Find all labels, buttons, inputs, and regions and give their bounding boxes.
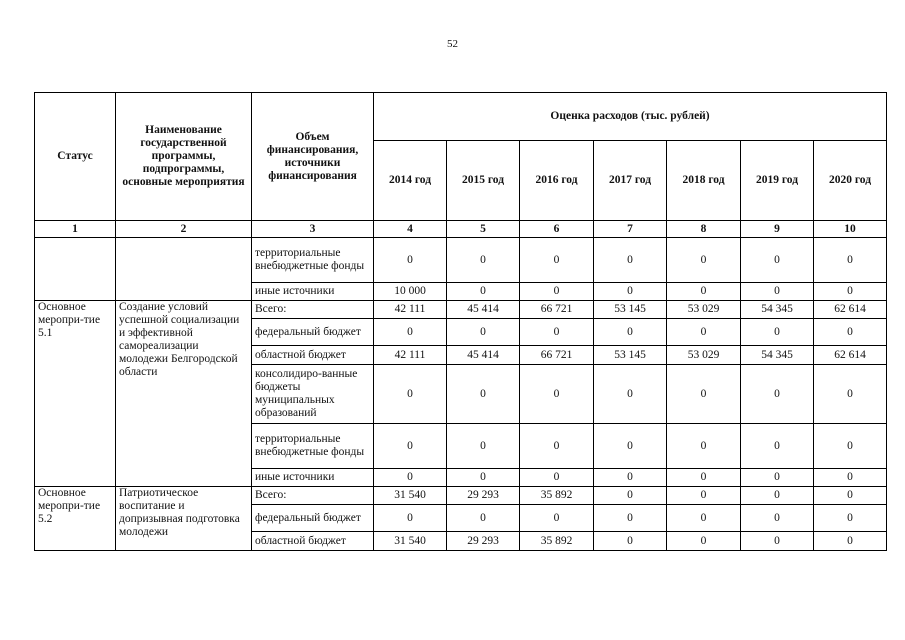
source-cell: иные источники	[252, 469, 374, 487]
column-number: 8	[667, 221, 741, 238]
value-cell: 0	[667, 469, 741, 487]
column-number: 6	[520, 221, 594, 238]
value-cell: 62 614	[814, 301, 887, 319]
status-cell	[35, 238, 116, 301]
value-cell: 0	[594, 238, 667, 283]
value-cell: 0	[741, 469, 814, 487]
header-year: 2014 год	[374, 141, 447, 221]
column-number: 2	[116, 221, 252, 238]
value-cell: 0	[520, 424, 594, 469]
source-cell: Всего:	[252, 301, 374, 319]
column-number: 5	[447, 221, 520, 238]
value-cell: 0	[814, 532, 887, 551]
source-cell: областной бюджет	[252, 532, 374, 551]
value-cell: 0	[667, 283, 741, 301]
value-cell: 42 111	[374, 346, 447, 365]
value-cell: 35 892	[520, 487, 594, 505]
value-cell: 29 293	[447, 532, 520, 551]
value-cell: 31 540	[374, 487, 447, 505]
header-year: 2019 год	[741, 141, 814, 221]
value-cell: 0	[814, 469, 887, 487]
value-cell: 0	[594, 487, 667, 505]
column-number: 1	[35, 221, 116, 238]
value-cell: 0	[667, 238, 741, 283]
value-cell: 35 892	[520, 532, 594, 551]
name-cell	[116, 238, 252, 301]
value-cell: 0	[667, 505, 741, 532]
value-cell: 0	[594, 365, 667, 424]
value-cell: 0	[814, 283, 887, 301]
value-cell: 0	[741, 319, 814, 346]
name-cell: Создание условий успешной социализации и эффективной самореализации молодежи Белгородской области	[116, 301, 252, 487]
value-cell: 62 614	[814, 346, 887, 365]
header-year: 2017 год	[594, 141, 667, 221]
source-cell: территориальные внебюджетные фонды	[252, 238, 374, 283]
value-cell: 29 293	[447, 487, 520, 505]
source-cell: федеральный бюджет	[252, 505, 374, 532]
source-cell: Всего:	[252, 487, 374, 505]
table-row	[35, 238, 887, 283]
header-year: 2015 год	[447, 141, 520, 221]
page-number: 52	[447, 38, 458, 50]
value-cell: 31 540	[374, 532, 447, 551]
value-cell: 0	[741, 238, 814, 283]
value-cell: 45 414	[447, 346, 520, 365]
value-cell: 0	[447, 505, 520, 532]
header-name: Наименование государственной программы, подпрограммы, основные мероприятия	[116, 93, 252, 221]
name-cell: Патриотическое воспитание и допризывная подготовка молодежи	[116, 487, 252, 551]
value-cell: 0	[520, 283, 594, 301]
value-cell: 0	[447, 424, 520, 469]
column-number: 7	[594, 221, 667, 238]
value-cell: 0	[447, 469, 520, 487]
value-cell: 0	[594, 505, 667, 532]
source-cell: областной бюджет	[252, 346, 374, 365]
value-cell: 0	[374, 424, 447, 469]
value-cell: 53 029	[667, 301, 741, 319]
value-cell: 66 721	[520, 346, 594, 365]
value-cell: 0	[667, 532, 741, 551]
source-cell: консолидиро-ванные бюджеты муниципальных образований	[252, 365, 374, 424]
value-cell: 0	[594, 424, 667, 469]
value-cell: 0	[520, 505, 594, 532]
status-cell: Основное меропри-тие 5.2	[35, 487, 116, 551]
header-year: 2016 год	[520, 141, 594, 221]
value-cell: 0	[594, 532, 667, 551]
value-cell: 0	[741, 487, 814, 505]
source-cell: иные источники	[252, 283, 374, 301]
value-cell: 0	[741, 365, 814, 424]
header-year: 2020 год	[814, 141, 887, 221]
value-cell: 0	[667, 424, 741, 469]
value-cell: 0	[520, 469, 594, 487]
value-cell: 0	[447, 319, 520, 346]
value-cell: 53 145	[594, 346, 667, 365]
value-cell: 66 721	[520, 301, 594, 319]
value-cell: 54 345	[741, 301, 814, 319]
value-cell: 0	[814, 505, 887, 532]
value-cell: 0	[741, 532, 814, 551]
value-cell: 42 111	[374, 301, 447, 319]
source-cell: территориальные внебюджетные фонды	[252, 424, 374, 469]
value-cell: 10 000	[374, 283, 447, 301]
value-cell: 0	[667, 487, 741, 505]
column-number: 4	[374, 221, 447, 238]
table-row	[35, 487, 887, 505]
value-cell: 0	[374, 365, 447, 424]
value-cell: 0	[520, 319, 594, 346]
value-cell: 0	[374, 505, 447, 532]
value-cell: 0	[374, 469, 447, 487]
budget-table	[34, 92, 887, 551]
header-estimate: Оценка расходов (тыс. рублей)	[374, 93, 887, 141]
table-row	[35, 301, 887, 319]
value-cell: 0	[667, 365, 741, 424]
status-cell: Основное меропри-тие 5.1	[35, 301, 116, 487]
value-cell: 0	[374, 238, 447, 283]
value-cell: 0	[594, 283, 667, 301]
value-cell: 0	[741, 424, 814, 469]
value-cell: 0	[374, 319, 447, 346]
value-cell: 0	[594, 469, 667, 487]
column-number: 10	[814, 221, 887, 238]
value-cell: 0	[594, 319, 667, 346]
value-cell: 0	[667, 319, 741, 346]
value-cell: 0	[814, 238, 887, 283]
column-number: 9	[741, 221, 814, 238]
source-cell: федеральный бюджет	[252, 319, 374, 346]
value-cell: 0	[814, 487, 887, 505]
value-cell: 53 029	[667, 346, 741, 365]
value-cell: 0	[520, 238, 594, 283]
value-cell: 0	[741, 505, 814, 532]
value-cell: 53 145	[594, 301, 667, 319]
value-cell: 0	[741, 283, 814, 301]
value-cell: 0	[447, 238, 520, 283]
value-cell: 0	[447, 283, 520, 301]
value-cell: 54 345	[741, 346, 814, 365]
header-year: 2018 год	[667, 141, 741, 221]
header-status: Статус	[35, 93, 116, 221]
header-volume: Объем финансирования, источники финансирования	[252, 93, 374, 221]
value-cell: 0	[814, 424, 887, 469]
value-cell: 0	[814, 319, 887, 346]
value-cell: 0	[814, 365, 887, 424]
column-number: 3	[252, 221, 374, 238]
value-cell: 0	[520, 365, 594, 424]
value-cell: 0	[447, 365, 520, 424]
value-cell: 45 414	[447, 301, 520, 319]
